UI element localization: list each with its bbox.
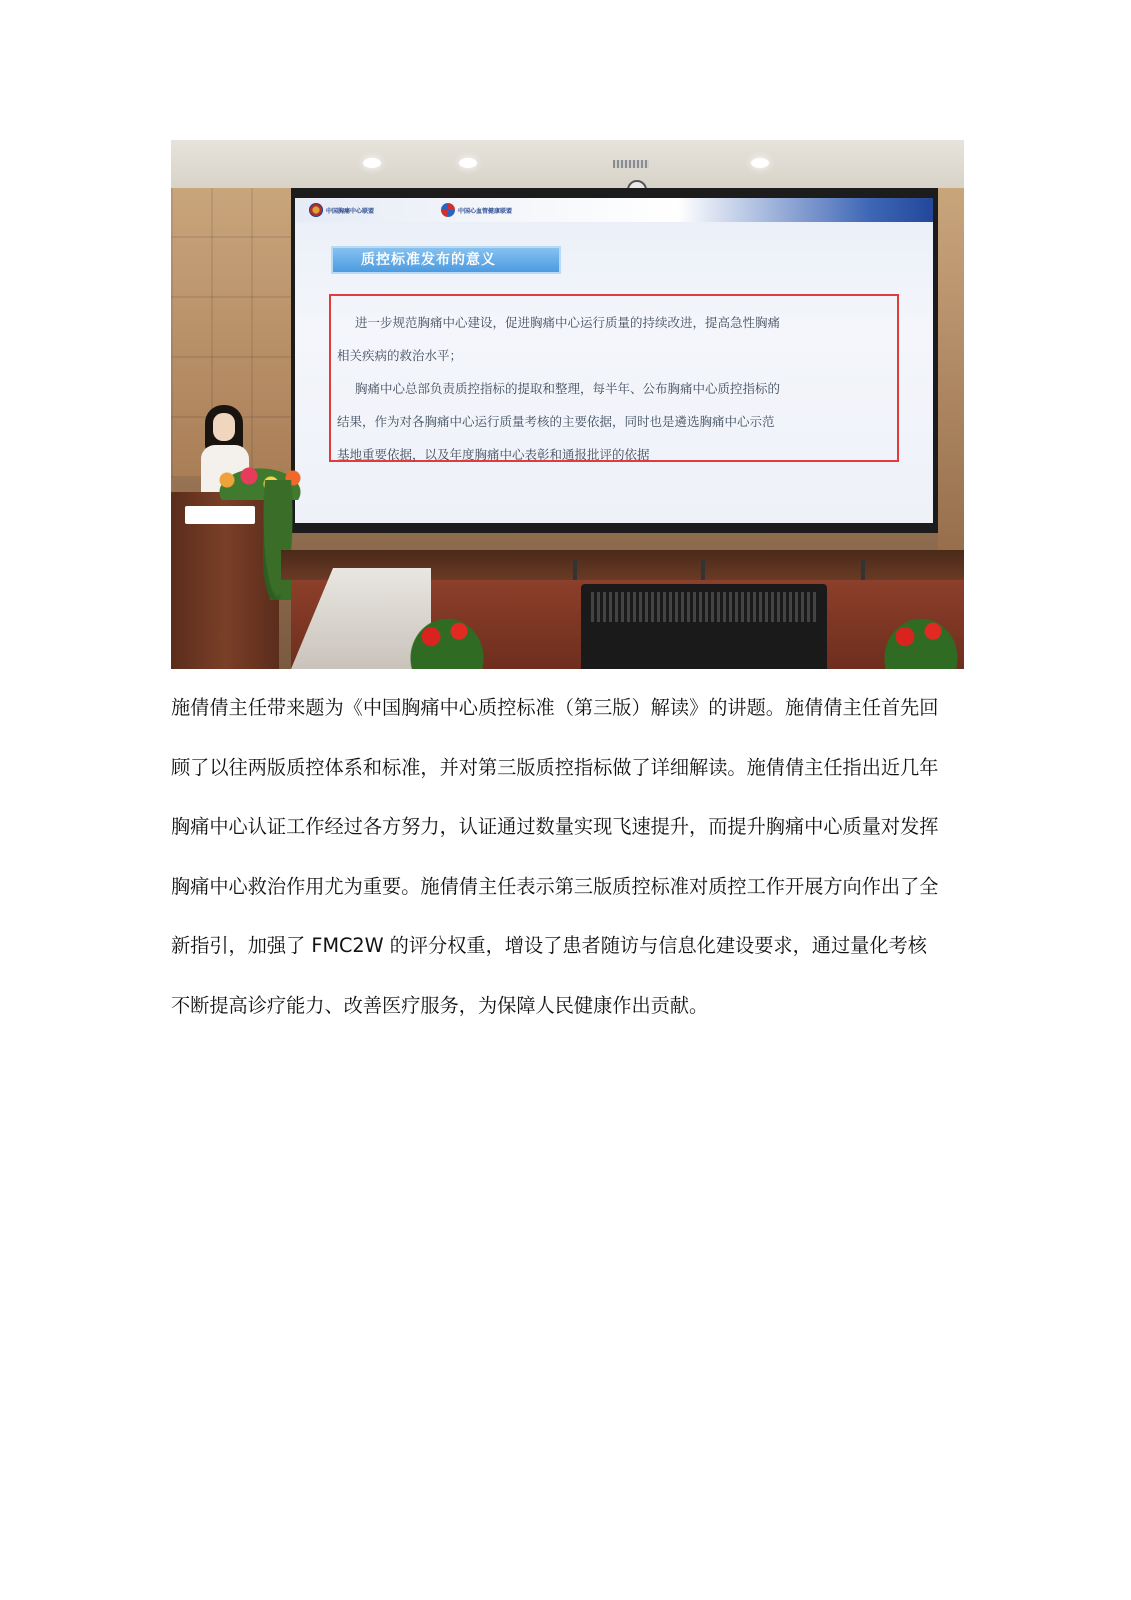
- ceiling-light: [459, 158, 477, 168]
- podium-sign: [185, 506, 255, 524]
- ceiling-light: [751, 158, 769, 168]
- flower-arrangement: [205, 460, 315, 500]
- desk-monitor: [581, 584, 827, 669]
- article-body: [171, 678, 964, 1035]
- slide-line: 进一步规范胸痛中心建设，促进胸痛中心运行质量的持续改进，提高急性胸痛: [355, 315, 781, 330]
- conference-photo: [171, 140, 964, 669]
- slide-logo-secondary: [441, 202, 512, 218]
- slide-line: 相关疾病的救治水平；: [337, 348, 463, 363]
- slide-logo-secondary-text: 中国心血管健康联盟: [458, 207, 513, 215]
- ceiling-light: [363, 158, 381, 168]
- slide-title: 质控标准发布的意义: [331, 246, 561, 274]
- plant-vine: [263, 480, 293, 600]
- ceiling: [171, 140, 964, 188]
- red-flower-plant: [881, 615, 961, 669]
- article-line: 施倩倩主任带来题为《中国胸痛中心质控标准（第三版）解读》的讲题。施倩倩主任首先回: [171, 696, 939, 719]
- slide-line: 结果，作为对各胸痛中心运行质量考核的主要依据，同时也是遴选胸痛中心示范: [337, 414, 775, 429]
- wood-wall-right: [938, 188, 964, 608]
- slide-header: [295, 198, 933, 222]
- red-flower-plant: [407, 615, 487, 669]
- article-line: 顾了以往两版质控体系和标准，并对第三版质控指标做了详细解读。施倩倩主任指出近几年: [171, 755, 939, 779]
- slide-line: 胸痛中心总部负责质控指标的提取和整理，每半年、公布胸痛中心质控指标的: [355, 381, 781, 396]
- cardiovascular-alliance-logo-icon: [441, 203, 455, 217]
- slide-content-box: [329, 294, 899, 462]
- article-line: 不断提高诊疗能力、改善医疗服务，为保障人民健康作出贡献。: [171, 993, 709, 1017]
- article-line: 胸痛中心认证工作经过各方努力，认证通过数量实现飞速提升，而提升胸痛中心质量对发挥: [171, 815, 939, 838]
- presentation-screen: [295, 198, 933, 523]
- slide-logo-primary: [309, 202, 374, 218]
- article-line: 新指引，加强了 FMC2W 的评分权重，增设了患者随访与信息化建设要求，通过量化考核: [171, 934, 927, 957]
- chest-pain-alliance-logo-icon: [309, 203, 323, 217]
- air-vent: [613, 160, 649, 168]
- slide-logo-primary-text: 中国胸痛中心联盟: [326, 207, 375, 215]
- slide-line: 基地重要依据，以及年度胸痛中心表彰和通报批评的依据: [337, 447, 650, 462]
- article-line: 胸痛中心救治作用尤为重要。施倩倩主任表示第三版质控标准对质控工作开展方向作出了全: [171, 874, 939, 898]
